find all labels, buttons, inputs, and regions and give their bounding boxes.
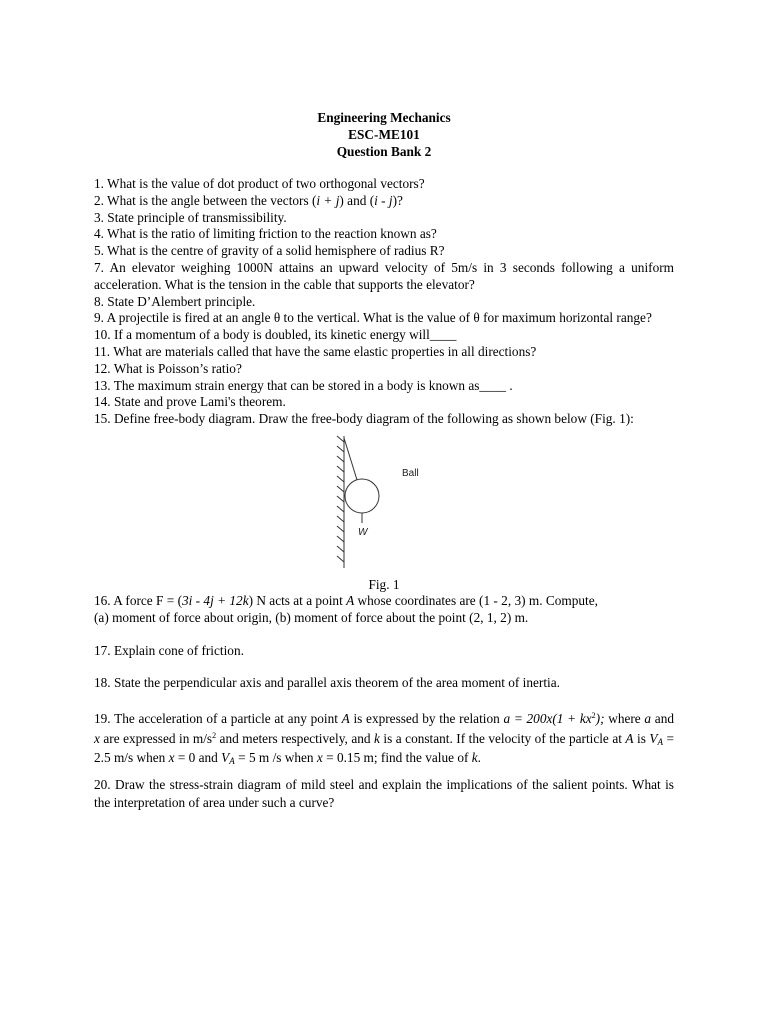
question-4: 4. What is the ratio of limiting friction to the reaction known as? <box>94 226 437 242</box>
weight-label: W <box>358 526 368 538</box>
question-18: 18. State the perpendicular axis and parallel axis theorem of the area moment of inertia. <box>94 675 560 691</box>
question-13: 13. The maximum strain energy that can be stored in a body is known as____ . <box>94 377 513 393</box>
figure-1 <box>94 432 674 572</box>
question-14: 14. State and prove Lami's theorem. <box>94 394 286 410</box>
question-12: 12. What is Poisson’s ratio? <box>94 360 242 376</box>
question-7: 7. An elevator weighing 1000N attains an upward velocity of 5m/s in 3 seconds following a uniform acceleration. What is the tension in the cable that supports the elevator? <box>94 259 674 292</box>
question-5: 5. What is the centre of gravity of a solid hemisphere of radius R? <box>94 243 445 259</box>
question-16-parts: (a) moment of force about origin, (b) moment of force about the point (2, 1, 2) m. <box>94 609 529 625</box>
question-3: 3. State principle of transmissibility. <box>94 209 287 225</box>
document-title: Question Bank 2 <box>336 144 432 159</box>
question-11: 11. What are materials called that have the same elastic properties in all directions? <box>94 343 537 359</box>
question-10: 10. If a momentum of a body is doubled, its kinetic energy will____ <box>94 327 457 343</box>
question-16: 16. A force F = (3i - 4j + 12k) N acts at a point A whose coordinates are (1 - 2, 3) m. Compute, <box>94 592 598 608</box>
question-8: 8. State D’Alembert principle. <box>94 293 256 309</box>
question-19: 19. The acceleration of a particle at any point A is expressed by the relation $a = 200x(1 + kx^2)$; where a and x are expressed in $m/s^2$ and meters respectively, and k is a constant. If the velocity of the particle at A is $V_A = 2.5$ m/s when x = 0 and $V_A = 5$ m /s when x = 0.15 m; find the value of k. <box>94 711 674 767</box>
ball-label: Ball <box>402 467 419 479</box>
question-17: 17. Explain cone of friction. <box>94 642 244 658</box>
course-code: ESC-ME101 <box>348 127 420 142</box>
course-title: Engineering Mechanics <box>317 110 451 125</box>
ball-on-wall-diagram <box>330 432 430 572</box>
question-bank-page <box>94 109 674 813</box>
question-15: 15. Define free-body diagram. Draw the free-body diagram of the following as shown below (Fig. 1): <box>94 411 634 427</box>
question-1: 1. What is the value of dot product of two orthogonal vectors? <box>94 176 425 191</box>
figure-caption: Fig. 1 <box>368 576 400 592</box>
ball-circle <box>345 479 379 513</box>
question-2: 2. What is the angle between the vectors (i + j) and (i - j)? <box>94 192 403 208</box>
wall-hatching <box>337 436 344 568</box>
question-9: 9. A projectile is fired at an angle θ to the vertical. What is the value of θ for maximum horizontal range? <box>94 310 652 326</box>
question-20: 20. Draw the stress-strain diagram of mild steel and explain the implications of the salient points. What is the interpretation of area under such a curve? <box>94 776 674 811</box>
document-header <box>94 109 674 160</box>
